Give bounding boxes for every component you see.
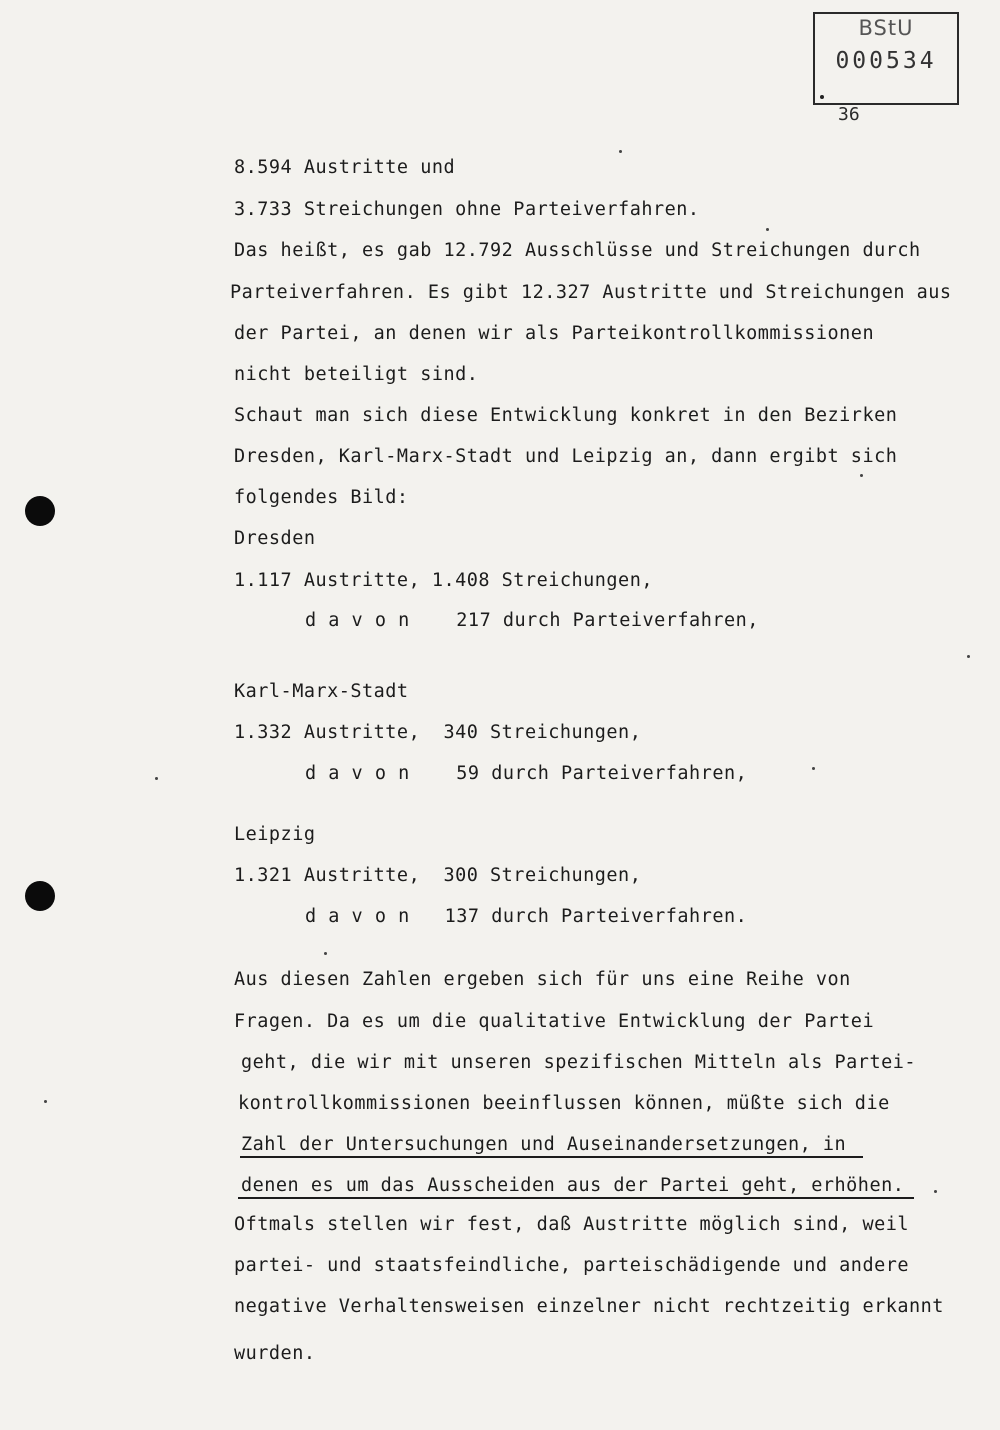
text-line: wurden. [234,1343,316,1364]
text-line: Das heißt, es gab 12.792 Ausschlüsse und Streichungen durch [234,240,921,261]
text-line: 1.332 Austritte, 340 Streichungen, [234,722,642,743]
text-line: Oftmals stellen wir fest, daß Austritte möglich sind, weil [234,1214,910,1235]
text-line: d a v o n 217 durch Parteiverfahren, [305,610,759,631]
punch-hole-bottom [25,881,55,911]
underlined-text-line: Zahl der Untersuchungen und Auseinandersetzungen, in [241,1134,847,1155]
scan-speck [155,777,158,780]
district-heading-karl-marx-stadt: Karl-Marx-Stadt [234,681,409,702]
district-heading-leipzig: Leipzig [234,824,316,845]
handwritten-underline [238,1197,914,1199]
text-line: 8.594 Austritte und [234,157,456,178]
district-heading-dresden: Dresden [234,528,316,549]
text-line: d a v o n 137 durch Parteiverfahren. [305,906,748,927]
scan-speck [860,474,863,477]
text-line: geht, die wir mit unseren spezifischen Mitteln als Partei- [241,1052,917,1073]
scan-speck [812,767,815,770]
text-line: 1.321 Austritte, 300 Streichungen, [234,865,642,886]
text-line: Parteiverfahren. Es gibt 12.327 Austritte und Streichungen aus [230,282,952,303]
scan-speck [967,655,970,658]
page-number: 36 [838,104,860,125]
scan-speck [619,150,622,153]
scan-speck [766,228,769,231]
underlined-text-line: denen es um das Ausscheiden aus der Partei geht, erhöhen. [241,1175,905,1196]
handwritten-underline [240,1156,863,1158]
text-line: Dresden, Karl-Marx-Stadt und Leipzig an, dann ergibt sich [234,446,898,467]
text-line: Fragen. Da es um die qualitative Entwicklung der Partei [234,1011,875,1032]
stamp-dot [820,95,824,99]
stamp-agency: BStU [858,16,914,40]
punch-hole-top [25,496,55,526]
text-line: kontrollkommissionen beeinflussen können, müßte sich die [238,1093,890,1114]
text-line: Aus diesen Zahlen ergeben sich für uns eine Reihe von [234,969,851,990]
text-line: negative Verhaltensweisen einzelner nicht rechtzeitig erkannt [234,1296,944,1317]
text-line: 3.733 Streichungen ohne Parteiverfahren. [234,199,700,220]
text-line: nicht beteiligt sind. [234,364,479,385]
scan-speck [44,1100,47,1103]
text-line: folgendes Bild: [234,487,409,508]
text-line: d a v o n 59 durch Parteiverfahren, [305,763,748,784]
text-line: der Partei, an denen wir als Parteikontrollkommissionen [234,323,875,344]
stamp-number: 000534 [835,48,937,74]
archive-stamp [813,12,959,105]
text-line: 1.117 Austritte, 1.408 Streichungen, [234,570,653,591]
scan-speck [934,1190,937,1193]
text-line: Schaut man sich diese Entwicklung konkret in den Bezirken [234,405,898,426]
scan-speck [324,952,327,955]
text-line: partei- und staatsfeindliche, parteischädigende und andere [234,1255,910,1276]
